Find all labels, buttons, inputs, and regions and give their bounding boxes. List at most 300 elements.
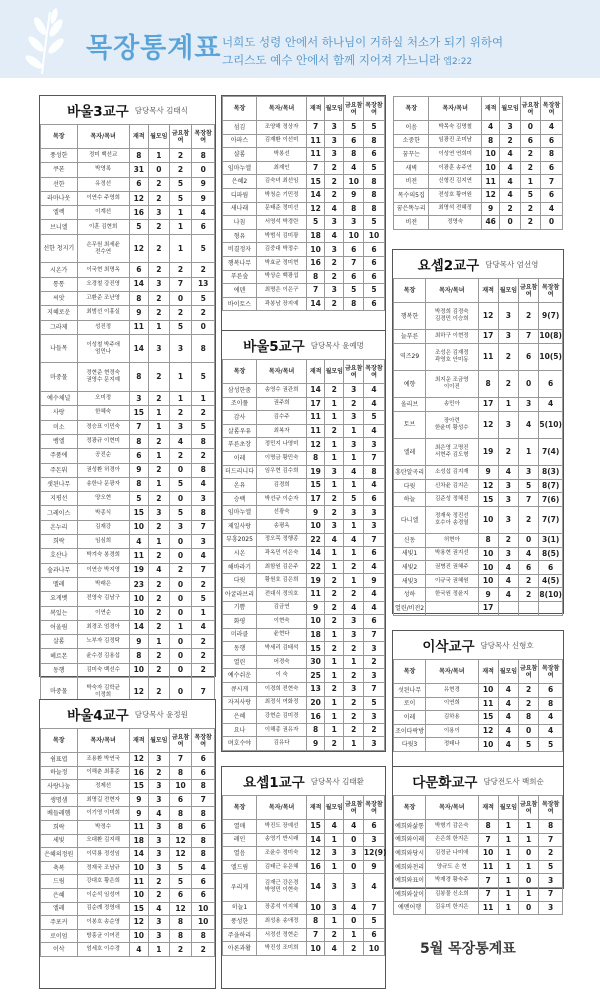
mokjang-name: 뱅엘	[41, 434, 78, 448]
enrolled-count: 17	[307, 492, 325, 506]
friday-count: 7	[519, 493, 539, 507]
mokja-names	[77, 753, 129, 767]
friday-count: 5	[169, 191, 192, 205]
mokjang-name: 예수체널	[41, 392, 78, 406]
mokja-name-line: 김경민 이승희	[434, 316, 469, 323]
enrolled-count: 9	[481, 202, 500, 216]
mokja-name-line: 서현주 김도형	[434, 452, 469, 459]
table-row	[223, 655, 385, 669]
mokja-name-line: 서영석 박경란	[264, 218, 299, 225]
mokja-names	[257, 915, 307, 929]
mokja-names	[257, 696, 307, 710]
mokjang-name: 엘렉	[41, 206, 78, 220]
monthly-meeting-count: 1	[325, 915, 344, 929]
mokjang-name: 어울림	[41, 620, 78, 634]
table-header-row	[394, 796, 563, 820]
mokjang-attendance-count: 9	[363, 574, 384, 588]
friday-count: 8	[519, 711, 539, 725]
mokja-names	[257, 601, 307, 615]
mokja-names	[257, 229, 307, 243]
mokjang-name: 디파웜	[223, 188, 257, 202]
mokja-name-line: 정미 백선교	[88, 152, 118, 159]
friday-count: 0	[169, 535, 192, 549]
mokja-names	[257, 560, 307, 574]
monthly-meeting-count: 2	[148, 234, 169, 263]
friday-count: 2	[344, 723, 363, 737]
mokjang-attendance-count: 6	[540, 188, 562, 202]
monthly-meeting-count: 4	[500, 188, 520, 202]
mokjang-name: 시온	[223, 547, 257, 561]
table-header-row	[223, 97, 385, 121]
mokjang-attendance-count: 5	[539, 860, 563, 874]
friday-count: 2	[520, 202, 540, 216]
mokja-names	[77, 191, 129, 205]
mokjang-attendance-count: 7	[192, 563, 215, 577]
friday-count: 2	[169, 263, 192, 277]
column-header-chulsuk: 재적	[478, 660, 498, 684]
mokjang-attendance-count: 6	[363, 547, 384, 561]
mokjang-attendance-count: 2	[539, 847, 563, 861]
mokja-names	[257, 547, 307, 561]
monthly-meeting-count: 3	[498, 411, 518, 438]
friday-count: 1	[519, 438, 539, 465]
mokja-names	[77, 834, 129, 848]
mokjang-attendance-count: 6	[539, 370, 563, 397]
mokja-name-line: 선광숙	[273, 509, 290, 516]
monthly-meeting-count: 4	[498, 588, 518, 602]
mokja-name-line: 정광규 이현미	[86, 438, 120, 445]
table-row	[41, 620, 215, 634]
mokja-name-line: 정태나	[443, 741, 460, 748]
enrolled-count: 10	[478, 561, 498, 575]
monthly-meeting-count: 2	[148, 177, 169, 191]
table-row	[223, 547, 385, 561]
mokjang-name: 온누리	[41, 520, 78, 534]
mokjang-name: 섯된나무	[394, 684, 426, 698]
table-row	[223, 284, 385, 298]
friday-count: 10	[344, 229, 363, 243]
friday-count: 3	[169, 334, 192, 363]
enrolled-count: 16	[129, 766, 148, 780]
monthly-meeting-count: 2	[148, 677, 169, 706]
mokja-name-line: 권병진 권혜주	[434, 564, 469, 571]
enrolled-count: 6	[129, 177, 148, 191]
mokjang-attendance-count: 9	[363, 860, 384, 874]
mokja-name-line: 곽옥민 이은숙	[264, 549, 299, 556]
mokja-name-line: 유현경	[443, 686, 460, 693]
enrolled-count: 9	[478, 466, 498, 480]
enrolled-count: 10	[129, 663, 148, 677]
enrolled-count: 9	[307, 737, 325, 751]
mokja-names	[426, 466, 478, 480]
monthly-meeting-count: 1	[325, 397, 344, 411]
friday-count: 0	[519, 370, 539, 397]
mokjang-name: 라마나웃	[41, 191, 78, 205]
monthly-meeting-count: 3	[148, 834, 169, 848]
enrolled-count: 15	[307, 175, 325, 189]
enrolled-count: 11	[478, 697, 498, 711]
mokjang-attendance-count: 3	[363, 669, 384, 683]
table-row	[41, 363, 215, 392]
mokja-names	[426, 411, 478, 438]
parish-header	[222, 331, 385, 359]
friday-count: 2	[519, 684, 539, 698]
mokjang-name: 예희와삶통	[394, 820, 426, 834]
mokja-names	[257, 202, 307, 216]
mokjang-name: 임마누엘	[223, 506, 257, 520]
page-header	[0, 0, 600, 78]
mokja-name-line: 송한나 문광자	[86, 480, 120, 487]
mokja-names	[77, 392, 129, 406]
mokjang-name: 헤르몬	[41, 649, 78, 663]
mokjang-name: 희락	[41, 820, 78, 834]
mokjang-name: 소중한	[394, 134, 429, 148]
column-header-mokjang_chamyeo: 목장참여	[363, 97, 384, 121]
table-row	[41, 406, 215, 420]
monthly-meeting-count: 2	[148, 620, 169, 634]
table-row	[394, 574, 563, 588]
mokja-names	[429, 148, 481, 162]
mokja-name-line: 이덕룡 정성임	[86, 850, 120, 857]
enrolled-count: 11	[129, 549, 148, 563]
table-row	[223, 928, 385, 942]
enrolled-count: 10	[481, 148, 500, 162]
table-row	[394, 697, 563, 711]
enrolled-count: 10	[478, 684, 498, 698]
mokjang-name: 예희와천리	[394, 860, 426, 874]
mokjang-attendance-count: 8	[192, 780, 215, 794]
mokja-name-line: 조성은 김재정	[434, 349, 469, 356]
friday-count: 0	[169, 606, 192, 620]
parish-header	[393, 767, 563, 795]
enrolled-count: 15	[307, 820, 325, 834]
enrolled-count: 20	[307, 696, 325, 710]
table-row	[394, 506, 563, 533]
monthly-meeting-count: 2	[325, 615, 344, 629]
monthly-meeting-count: 1	[325, 655, 344, 669]
table-row	[394, 588, 563, 602]
verse-line-2-text: 그리스도 예수 안에서 함께 지어져 가느니라	[222, 53, 441, 67]
mokja-names	[257, 669, 307, 683]
table-row	[223, 297, 385, 311]
table-row	[394, 216, 563, 230]
table-row	[41, 861, 215, 875]
mokjang-name: 샬롬	[223, 148, 257, 162]
mokja-name-line: 윤현다	[273, 631, 290, 638]
column-header-geum: 금요참여	[519, 279, 539, 303]
friday-count: 8	[169, 820, 192, 834]
mokjang-name: 예멘어행	[394, 901, 426, 915]
mokja-name-line: 이성철 박주애	[86, 341, 120, 348]
friday-count: 0	[169, 549, 192, 563]
mokjang-attendance-count: 10	[192, 902, 215, 916]
monthly-meeting-count: 2	[148, 191, 169, 205]
enrolled-count: 8	[129, 291, 148, 305]
friday-count: 7	[519, 330, 539, 344]
monthly-meeting-count: 1	[498, 833, 518, 847]
mokja-name-line: 권영수 문지예	[86, 377, 120, 384]
enrolled-count: 16	[307, 860, 325, 874]
mokja-names	[429, 134, 481, 148]
mokja-name-line: 엄세호 이수경	[86, 946, 120, 953]
monthly-meeting-count: 3	[325, 243, 344, 257]
mokja-name-line: 이순석 임성여	[86, 891, 120, 898]
table-row	[41, 163, 215, 177]
enrolled-count: 11	[481, 175, 500, 189]
table-row	[394, 738, 563, 752]
parish-box-baul4	[39, 699, 216, 989]
mokja-names	[426, 847, 478, 861]
mokjang-name: 온유	[223, 479, 257, 493]
mokjang-attendance-count: 8(7)	[539, 479, 563, 493]
friday-count: 2	[169, 149, 192, 163]
table-row	[223, 519, 385, 533]
table-row	[223, 860, 385, 874]
table-row	[41, 392, 215, 406]
mokjang-name: 풍성한	[223, 915, 257, 929]
monthly-meeting-count: 2	[325, 683, 344, 697]
table-row	[223, 465, 385, 479]
footer-title: 5월 목장통계표	[420, 941, 516, 957]
table-row	[394, 833, 563, 847]
monthly-meeting-count: 3	[500, 121, 520, 135]
enrolled-count: 15	[478, 711, 498, 725]
friday-count: 1	[169, 620, 192, 634]
enrolled-count: 13	[307, 683, 325, 697]
enrolled-count: 12	[478, 479, 498, 493]
friday-count: 2	[344, 560, 363, 574]
mokja-name-line: 조용환 박연국	[86, 755, 120, 762]
mokja-names	[426, 398, 478, 412]
enrolled-count: 15	[129, 406, 148, 420]
mokja-names	[257, 134, 307, 148]
mokjang-name: 새빛2	[394, 561, 426, 575]
friday-count: 2	[520, 148, 540, 162]
mokja-names	[426, 738, 478, 752]
mokja-names	[77, 320, 129, 334]
monthly-meeting-count: 2	[325, 161, 344, 175]
mokja-name-line: 문태준 정미선	[264, 205, 299, 212]
monthly-meeting-count: 4	[500, 161, 520, 175]
mokja-name-line: 이기영 이미희	[86, 810, 120, 817]
monthly-meeting-count: 1	[148, 477, 169, 491]
friday-count: 1	[519, 860, 539, 874]
mokjang-attendance-count: 7	[363, 451, 384, 465]
mokjang-name: 다윗	[394, 479, 426, 493]
table-row	[223, 820, 385, 834]
friday-count: 3	[344, 874, 363, 901]
table-header-row	[41, 729, 215, 753]
friday-count: 0	[519, 847, 539, 861]
mokja-name-line: 최성용 송애정	[264, 917, 299, 924]
friday-count: 2	[169, 306, 192, 320]
mokja-names	[77, 563, 129, 577]
enrolled-count: 10	[307, 615, 325, 629]
mokja-name-line: 최명길 전현자	[86, 796, 120, 803]
friday-count: 3	[344, 628, 363, 642]
mokjang-attendance-count: 5	[363, 411, 384, 425]
table-row	[41, 916, 215, 930]
enrolled-count: 12	[129, 234, 148, 263]
friday-count: 1	[520, 175, 540, 189]
mokja-names	[257, 628, 307, 642]
mokjang-attendance-count: 2	[363, 723, 384, 737]
friday-count: 2	[519, 506, 539, 533]
table-row	[41, 291, 215, 305]
friday-count: 2	[344, 642, 363, 656]
enrolled-count: 18	[307, 628, 325, 642]
parish-header	[393, 250, 563, 278]
table-row	[41, 306, 215, 320]
monthly-meeting-count: 1	[148, 406, 169, 420]
table-row	[394, 479, 563, 493]
mokjang-attendance-count: 3	[363, 519, 384, 533]
mokja-name-line: 이규국 권혜원	[434, 577, 469, 584]
enrolled-count: 14	[307, 384, 325, 398]
monthly-meeting-count: 4	[498, 697, 518, 711]
mokja-name-line: 이정희	[95, 691, 112, 698]
monthly-meeting-count: 2	[148, 434, 169, 448]
mokja-names	[257, 820, 307, 834]
mokjang-name: 아론과활	[223, 942, 257, 956]
table-row	[41, 753, 215, 767]
monthly-meeting-count: 2	[325, 256, 344, 270]
mokja-names	[77, 606, 129, 620]
mokja-names	[257, 506, 307, 520]
enrolled-count: 7	[307, 284, 325, 298]
enrolled-count: 22	[307, 560, 325, 574]
enrolled-count: 11	[478, 860, 498, 874]
mokjang-attendance-count: 7(6)	[539, 493, 563, 507]
mokja-names	[257, 438, 307, 452]
monthly-meeting-count: 1	[498, 887, 518, 901]
mokjang-attendance-count: 2	[363, 655, 384, 669]
mokjang-attendance-count: 9	[192, 177, 215, 191]
enrolled-count: 9	[129, 306, 148, 320]
statistics-table	[393, 659, 563, 752]
table-row	[41, 888, 215, 902]
mokja-name-line: 한국원 정윤지	[434, 591, 469, 598]
mokja-name-line: 고환준 조난영	[86, 295, 120, 302]
monthly-meeting-count: 3	[325, 465, 344, 479]
friday-count: 0	[169, 291, 192, 305]
mokja-name-line: 윤수경 김용섭	[86, 652, 120, 659]
verse-reference: 엡2:22	[443, 57, 473, 67]
verse-line-1: 너희도 성령 안에서 하나님이 거하실 처소가 되기 위하여	[222, 35, 504, 49]
friday-count: 4	[344, 820, 363, 834]
parish-pastor: 담당목사 김태환	[310, 776, 364, 786]
mokja-name-line: 박진성 조미희	[264, 945, 299, 952]
mokja-name-line: 박재경 황숙주	[434, 877, 469, 884]
mokja-name-line: 박목숙 김명철	[438, 123, 472, 130]
mokjang-name: 살롬	[41, 635, 78, 649]
mokja-name-line: 전대식 정의호	[264, 590, 299, 597]
column-header-geum: 금요참여	[520, 97, 540, 121]
mokjang-name: 이음	[394, 121, 429, 135]
mokja-name-line: 송영기 반시래	[264, 836, 299, 843]
mokjang-name: 큐시게	[223, 683, 257, 697]
mokja-name-line: 김재환 이선미	[264, 137, 299, 144]
mokjang-attendance-count: 6	[192, 820, 215, 834]
mokjang-attendance-count: 5	[363, 915, 384, 929]
mokjang-name: 동행	[223, 642, 257, 656]
mokjang-attendance-count: 4	[540, 202, 562, 216]
table-row	[223, 642, 385, 656]
friday-count: 5	[344, 284, 363, 298]
friday-count: 3	[519, 398, 539, 412]
table-row	[394, 887, 563, 901]
friday-count: 2	[169, 449, 192, 463]
mokjang-name: 새빛3	[394, 574, 426, 588]
friday-count: 4	[344, 161, 363, 175]
mokjang-attendance-count: 8	[539, 820, 563, 834]
mokja-name-line: 조양해 정상자	[264, 123, 299, 130]
statistics-table	[40, 728, 215, 957]
friday-count: 2	[519, 303, 539, 330]
mokjang-name: 꿈은똑누리	[394, 202, 429, 216]
table-row	[223, 560, 385, 574]
mokjang-attendance-count: 5	[192, 420, 215, 434]
mokja-names	[426, 887, 478, 901]
friday-count: 3	[344, 438, 363, 452]
table-header-row	[394, 97, 563, 121]
table-row	[223, 696, 385, 710]
column-header-wol: 월모임	[498, 279, 518, 303]
mokja-names	[77, 861, 129, 875]
friday-count: 12	[169, 902, 192, 916]
friday-count: 1	[344, 928, 363, 942]
friday-count: 2	[344, 696, 363, 710]
mokja-name-line: 노부자 김정탁	[86, 638, 120, 645]
mokjang-attendance-count: 3	[192, 492, 215, 506]
mokjang-name: 은혜의정원	[41, 848, 78, 862]
mokja-names	[257, 723, 307, 737]
mokjang-name: 베들레헴	[41, 807, 78, 821]
enrolled-count: 10	[129, 606, 148, 620]
mokjang-attendance-count: 7	[363, 533, 384, 547]
mokja-name-line: 이연승 박지영	[86, 566, 120, 573]
mokjang-attendance-count: 8	[192, 848, 215, 862]
mokja-names	[257, 256, 307, 270]
monthly-meeting-count: 2	[325, 574, 344, 588]
monthly-meeting-count: 1	[148, 449, 169, 463]
mokja-name-line: 박범식 김미광	[264, 232, 299, 239]
monthly-meeting-count: 2	[498, 534, 518, 548]
enrolled-count: 12	[307, 847, 325, 861]
mokjang-name: 마중물	[41, 677, 78, 706]
mokja-name-line: 임우현 김수희	[264, 468, 299, 475]
mokjang-name: 히늘1	[223, 901, 257, 915]
mokjang-name: 복있는	[41, 606, 78, 620]
mokjang-attendance-count: 7(7)	[539, 506, 563, 533]
mokja-name-line: 한윤미 황성수	[434, 424, 469, 431]
monthly-meeting-count: 2	[148, 492, 169, 506]
friday-count: 3	[169, 420, 192, 434]
enrolled-count: 14	[129, 334, 148, 363]
mokjang-name: 목수의5집	[394, 188, 429, 202]
friday-count: 1	[519, 820, 539, 834]
table-row	[41, 320, 215, 334]
mokja-name-line: 이용이	[443, 727, 460, 734]
column-header-mokja: 목자/목녀	[426, 796, 478, 820]
mokja-name-line: 박영록	[95, 166, 112, 173]
mokjang-attendance-count: 2	[192, 577, 215, 591]
friday-count: 3	[169, 520, 192, 534]
mokja-names	[77, 592, 129, 606]
mokja-names	[426, 561, 478, 575]
mokja-name-line: 호수아 송경열	[434, 520, 469, 526]
mokja-name-line: 장아련	[443, 417, 460, 424]
